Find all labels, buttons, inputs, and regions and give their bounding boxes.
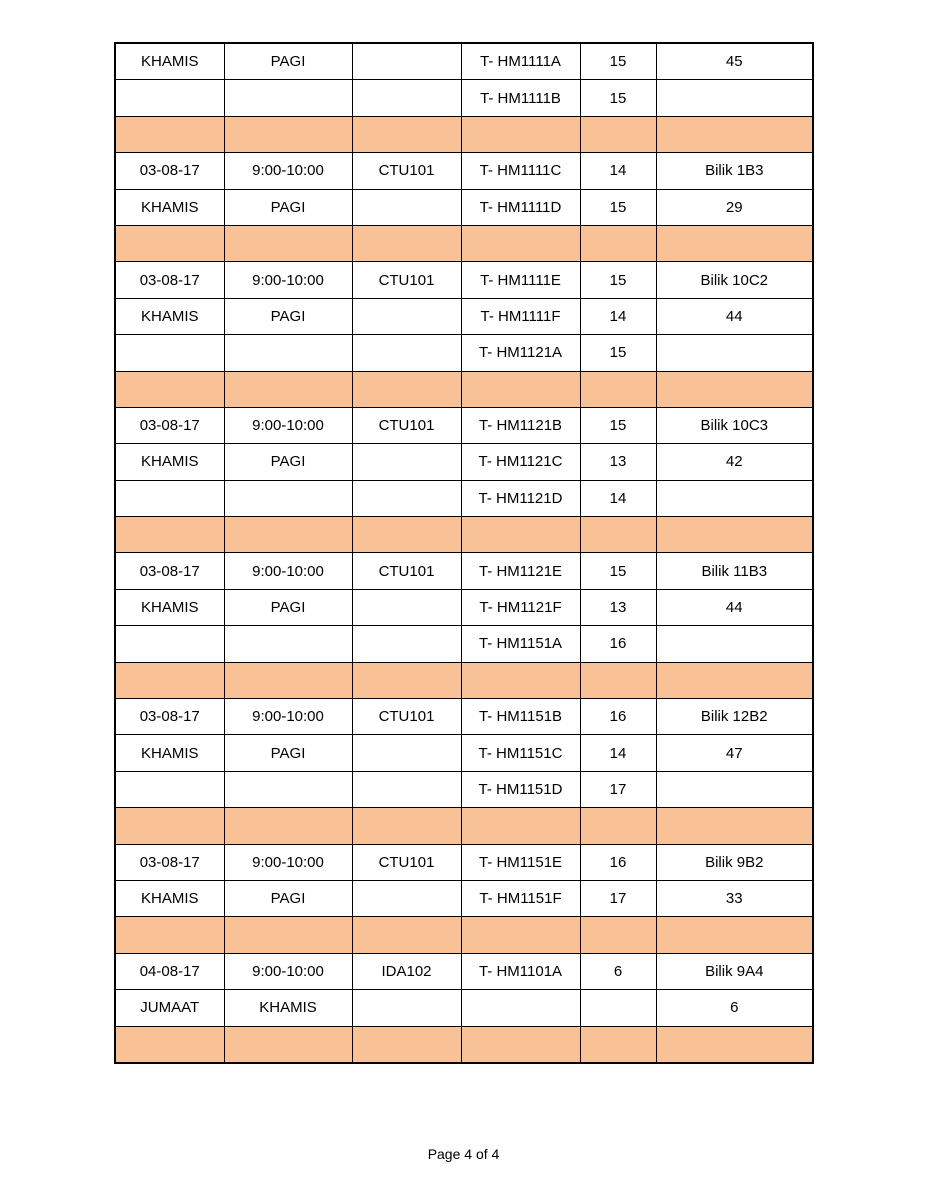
date-cell: KHAMIS (115, 444, 224, 480)
group-cell: T- HM1101A (461, 953, 580, 989)
count-cell: 15 (580, 407, 656, 443)
group-cell (461, 990, 580, 1026)
group-cell: T- HM1121D (461, 480, 580, 516)
table-row (115, 444, 813, 480)
time-cell: 9:00-10:00 (224, 844, 352, 880)
course-code-cell (352, 662, 461, 698)
time-cell (224, 80, 352, 116)
room-cell: Bilik 10C2 (656, 262, 813, 298)
group-cell: T- HM1121B (461, 407, 580, 443)
course-code-cell (352, 480, 461, 516)
count-cell: 14 (580, 735, 656, 771)
count-cell: 15 (580, 335, 656, 371)
date-cell (115, 626, 224, 662)
course-code-cell: CTU101 (352, 553, 461, 589)
separator-row (115, 808, 813, 844)
group-cell: T- HM1111B (461, 80, 580, 116)
group-cell (461, 225, 580, 261)
room-cell: Bilik 12B2 (656, 699, 813, 735)
count-cell: 16 (580, 699, 656, 735)
table-row (115, 189, 813, 225)
course-code-cell: CTU101 (352, 262, 461, 298)
room-cell (656, 480, 813, 516)
count-cell (580, 1026, 656, 1063)
date-cell: KHAMIS (115, 298, 224, 334)
date-cell (115, 80, 224, 116)
room-cell (656, 116, 813, 152)
date-cell: 03-08-17 (115, 262, 224, 298)
group-cell: T- HM1151E (461, 844, 580, 880)
group-cell: T- HM1121A (461, 335, 580, 371)
group-cell: T- HM1121C (461, 444, 580, 480)
group-cell (461, 1026, 580, 1063)
table-row (115, 844, 813, 880)
count-cell (580, 116, 656, 152)
date-cell: KHAMIS (115, 589, 224, 625)
separator-row (115, 371, 813, 407)
group-cell: T- HM1151D (461, 771, 580, 807)
time-cell (224, 1026, 352, 1063)
date-cell (115, 808, 224, 844)
time-cell: PAGI (224, 298, 352, 334)
room-cell (656, 517, 813, 553)
count-cell: 14 (580, 298, 656, 334)
separator-row (115, 917, 813, 953)
course-code-cell (352, 589, 461, 625)
room-cell (656, 225, 813, 261)
count-cell (580, 917, 656, 953)
group-cell: T- HM1151C (461, 735, 580, 771)
count-cell: 14 (580, 153, 656, 189)
room-cell (656, 771, 813, 807)
time-cell: PAGI (224, 880, 352, 916)
count-cell: 15 (580, 80, 656, 116)
count-cell: 15 (580, 43, 656, 80)
time-cell (224, 771, 352, 807)
group-cell (461, 116, 580, 152)
table-row (115, 990, 813, 1026)
count-cell (580, 990, 656, 1026)
table-row (115, 589, 813, 625)
course-code-cell: CTU101 (352, 407, 461, 443)
group-cell (461, 371, 580, 407)
course-code-cell (352, 626, 461, 662)
room-cell: 6 (656, 990, 813, 1026)
time-cell: PAGI (224, 735, 352, 771)
room-cell: 29 (656, 189, 813, 225)
course-code-cell (352, 990, 461, 1026)
page-number: Page 4 of 4 (427, 1146, 500, 1162)
course-code-cell (352, 517, 461, 553)
course-code-cell (352, 808, 461, 844)
date-cell (115, 335, 224, 371)
course-code-cell (352, 1026, 461, 1063)
course-code-cell (352, 335, 461, 371)
course-code-cell (352, 880, 461, 916)
date-cell (115, 225, 224, 261)
group-cell: T- HM1121F (461, 589, 580, 625)
date-cell (115, 116, 224, 152)
separator-row (115, 225, 813, 261)
table-row (115, 335, 813, 371)
room-cell (656, 335, 813, 371)
date-cell (115, 771, 224, 807)
group-cell: T- HM1111D (461, 189, 580, 225)
group-cell: T- HM1151B (461, 699, 580, 735)
date-cell: 03-08-17 (115, 844, 224, 880)
time-cell: PAGI (224, 189, 352, 225)
separator-row (115, 116, 813, 152)
room-cell (656, 662, 813, 698)
group-cell: T- HM1111A (461, 43, 580, 80)
count-cell: 13 (580, 444, 656, 480)
time-cell: 9:00-10:00 (224, 407, 352, 443)
time-cell: 9:00-10:00 (224, 153, 352, 189)
count-cell: 15 (580, 262, 656, 298)
date-cell: KHAMIS (115, 43, 224, 80)
table-row (115, 153, 813, 189)
time-cell (224, 116, 352, 152)
date-cell (115, 480, 224, 516)
time-cell (224, 808, 352, 844)
time-cell: PAGI (224, 444, 352, 480)
group-cell: T- HM1151F (461, 880, 580, 916)
count-cell: 17 (580, 771, 656, 807)
count-cell: 15 (580, 553, 656, 589)
room-cell (656, 808, 813, 844)
room-cell: Bilik 11B3 (656, 553, 813, 589)
course-code-cell: CTU101 (352, 844, 461, 880)
room-cell (656, 917, 813, 953)
separator-row (115, 662, 813, 698)
time-cell (224, 662, 352, 698)
room-cell: Bilik 9A4 (656, 953, 813, 989)
separator-row (115, 1026, 813, 1063)
count-cell: 15 (580, 189, 656, 225)
count-cell: 16 (580, 626, 656, 662)
room-cell: 47 (656, 735, 813, 771)
room-cell: 44 (656, 589, 813, 625)
room-cell: 33 (656, 880, 813, 916)
course-code-cell (352, 189, 461, 225)
table-row (115, 262, 813, 298)
time-cell (224, 225, 352, 261)
count-cell: 13 (580, 589, 656, 625)
date-cell: 03-08-17 (115, 153, 224, 189)
course-code-cell (352, 771, 461, 807)
course-code-cell: IDA102 (352, 953, 461, 989)
course-code-cell (352, 917, 461, 953)
room-cell: Bilik 10C3 (656, 407, 813, 443)
group-cell: T- HM1111E (461, 262, 580, 298)
room-cell: 42 (656, 444, 813, 480)
date-cell: KHAMIS (115, 735, 224, 771)
time-cell: 9:00-10:00 (224, 553, 352, 589)
time-cell: 9:00-10:00 (224, 953, 352, 989)
table-row (115, 80, 813, 116)
exam-schedule-table (114, 42, 814, 1064)
time-cell (224, 480, 352, 516)
course-code-cell (352, 80, 461, 116)
course-code-cell (352, 116, 461, 152)
date-cell (115, 517, 224, 553)
count-cell (580, 517, 656, 553)
group-cell: T- HM1111C (461, 153, 580, 189)
course-code-cell (352, 735, 461, 771)
table-row (115, 407, 813, 443)
course-code-cell: CTU101 (352, 153, 461, 189)
count-cell: 17 (580, 880, 656, 916)
table-row (115, 626, 813, 662)
group-cell: T- HM1121E (461, 553, 580, 589)
group-cell: T- HM1151A (461, 626, 580, 662)
room-cell (656, 626, 813, 662)
count-cell: 16 (580, 844, 656, 880)
room-cell (656, 80, 813, 116)
schedule-table-body (115, 43, 813, 1063)
group-cell (461, 917, 580, 953)
room-cell (656, 371, 813, 407)
course-code-cell (352, 298, 461, 334)
table-row (115, 699, 813, 735)
room-cell: 44 (656, 298, 813, 334)
room-cell: Bilik 9B2 (656, 844, 813, 880)
date-cell (115, 917, 224, 953)
count-cell (580, 662, 656, 698)
time-cell: KHAMIS (224, 990, 352, 1026)
course-code-cell (352, 225, 461, 261)
room-cell: Bilik 1B3 (656, 153, 813, 189)
table-row (115, 735, 813, 771)
count-cell (580, 371, 656, 407)
count-cell: 6 (580, 953, 656, 989)
group-cell (461, 662, 580, 698)
course-code-cell (352, 444, 461, 480)
count-cell (580, 225, 656, 261)
table-row (115, 298, 813, 334)
date-cell: KHAMIS (115, 880, 224, 916)
time-cell (224, 626, 352, 662)
date-cell (115, 1026, 224, 1063)
time-cell (224, 517, 352, 553)
time-cell (224, 335, 352, 371)
group-cell (461, 517, 580, 553)
time-cell: 9:00-10:00 (224, 699, 352, 735)
course-code-cell (352, 43, 461, 80)
date-cell: 03-08-17 (115, 407, 224, 443)
date-cell: JUMAAT (115, 990, 224, 1026)
time-cell: PAGI (224, 43, 352, 80)
group-cell (461, 808, 580, 844)
table-row (115, 480, 813, 516)
course-code-cell (352, 371, 461, 407)
table-row (115, 43, 813, 80)
date-cell: 04-08-17 (115, 953, 224, 989)
count-cell (580, 808, 656, 844)
course-code-cell: CTU101 (352, 699, 461, 735)
count-cell: 14 (580, 480, 656, 516)
time-cell: PAGI (224, 589, 352, 625)
table-row (115, 771, 813, 807)
time-cell: 9:00-10:00 (224, 262, 352, 298)
date-cell (115, 371, 224, 407)
table-row (115, 880, 813, 916)
table-row (115, 553, 813, 589)
date-cell: 03-08-17 (115, 699, 224, 735)
separator-row (115, 517, 813, 553)
date-cell: KHAMIS (115, 189, 224, 225)
time-cell (224, 371, 352, 407)
date-cell: 03-08-17 (115, 553, 224, 589)
room-cell: 45 (656, 43, 813, 80)
time-cell (224, 917, 352, 953)
table-row (115, 953, 813, 989)
date-cell (115, 662, 224, 698)
group-cell: T- HM1111F (461, 298, 580, 334)
room-cell (656, 1026, 813, 1063)
